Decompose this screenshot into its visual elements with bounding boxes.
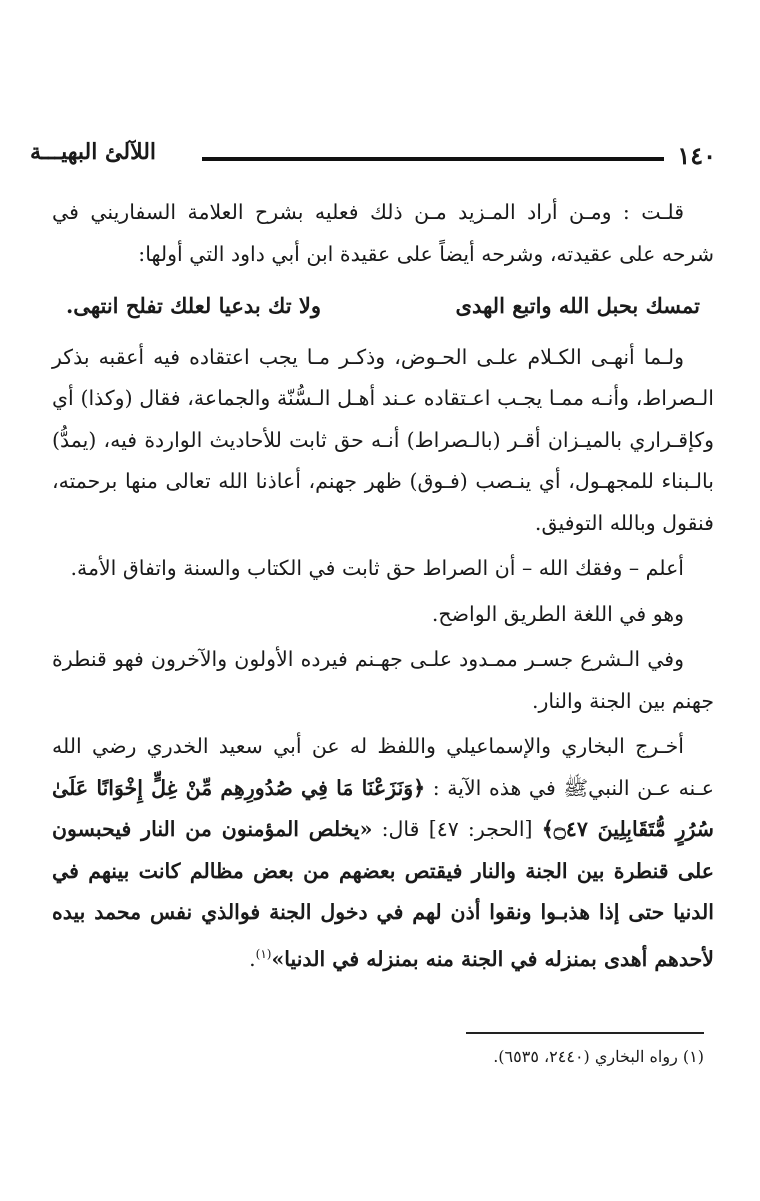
poetry-verse: [52, 279, 714, 337]
footnote-1: (١) رواه البخاري (٢٤٤٠، ٦٥٣٥).: [493, 1047, 704, 1066]
paragraph-6: [52, 726, 714, 980]
quran-reference: [الحجر: ٤٧] قال:: [381, 817, 533, 841]
footnote-separator: [466, 1032, 704, 1034]
paragraph-5: وفي الـشرع جسـر ممـدود علـى جهـنم فيرده الأولون والآخرون فهو قنطرة جهنم بين الجنة والنار.: [52, 647, 714, 713]
paragraph-2: ولـما أنهـى الكـلام علـى الحـوض، وذكـر مـا يجب اعتقاده فيه أعقبه بذكر الـصراط، وأنـه ممـا يجـب اعـتقاده عـند أهـل الـسُّنّة والجماعة، فقال (وكذا) أي وكإقـراري بالميـزان أقـر (بالـصراط) أنـه حق ثابت للأحاديث الواردة فيه، (يمدُّ) بالـبناء للمجهـول، أي ينـصب (فـوق) ظهر جهنم، أعاذنا الله تعالى منها برحمته، فنقول وبالله التوفيق.: [52, 344, 714, 535]
quran-verse: ﴿وَنَزَعْنَا مَا فِي صُدُورِهِم مِّنْ غِلٍّ إِخْوَانًا عَلَىٰ سُرُرٍ مُّتَقَابِلِينَ ۝٤٧﴾: [52, 775, 714, 841]
verse-hemistich-right: تمسك بحبل الله واتبع الهدى: [455, 293, 700, 318]
verse-hemistich-left: ولا تك بدعيا لعلك تفلح انتهى.: [66, 293, 322, 318]
paragraph-1: [52, 192, 714, 275]
page-number: ١٤٠: [677, 141, 716, 170]
body-text: [52, 192, 714, 984]
hadith-intro: أخـرج البخاري والإسماعيلي واللفظ له عن أبي سعيد الخدري رضي الله عـنه عـن النبيﷺ في هذه الآية :: [52, 734, 714, 800]
paragraph-3: أعلم – وفقك الله – أن الصراط حق ثابت في الكتاب والسنة واتفاق الأمة.: [70, 556, 684, 580]
footnote-marker: (١): [255, 946, 272, 961]
paragraph-1-line-1: قلـت : ومـن أراد المـزيد مـن ذلك فعليه بشرح العلامة السفاريني في شرحه: [52, 200, 714, 266]
hadith-text: «يخلص المؤمنون من النار فيحبسون على قنطرة بين الجنة والنار فيقتص بعضهم من بعض مظالم كانت بينهم في الدنيا حتى إذا هذبـوا ونقوا أذن لهم في دخول الجنة فوالذي نفس محمد بيده لأحدهم أهدى بمنزله في الجنة منه بمنزله في الدنيا»: [52, 817, 714, 971]
running-title: اللآلئ البهيـــة: [30, 139, 157, 165]
page-header: [30, 137, 716, 177]
paragraph-4: وهو في اللغة الطريق الواضح.: [431, 601, 684, 626]
header-rule: [202, 157, 664, 161]
paragraph-6-end: .: [249, 946, 256, 971]
paragraph-1-line-2: على عقيدته، وشرحه أيضاً على عقيدة ابن أبي داود التي أولها:: [138, 241, 656, 266]
